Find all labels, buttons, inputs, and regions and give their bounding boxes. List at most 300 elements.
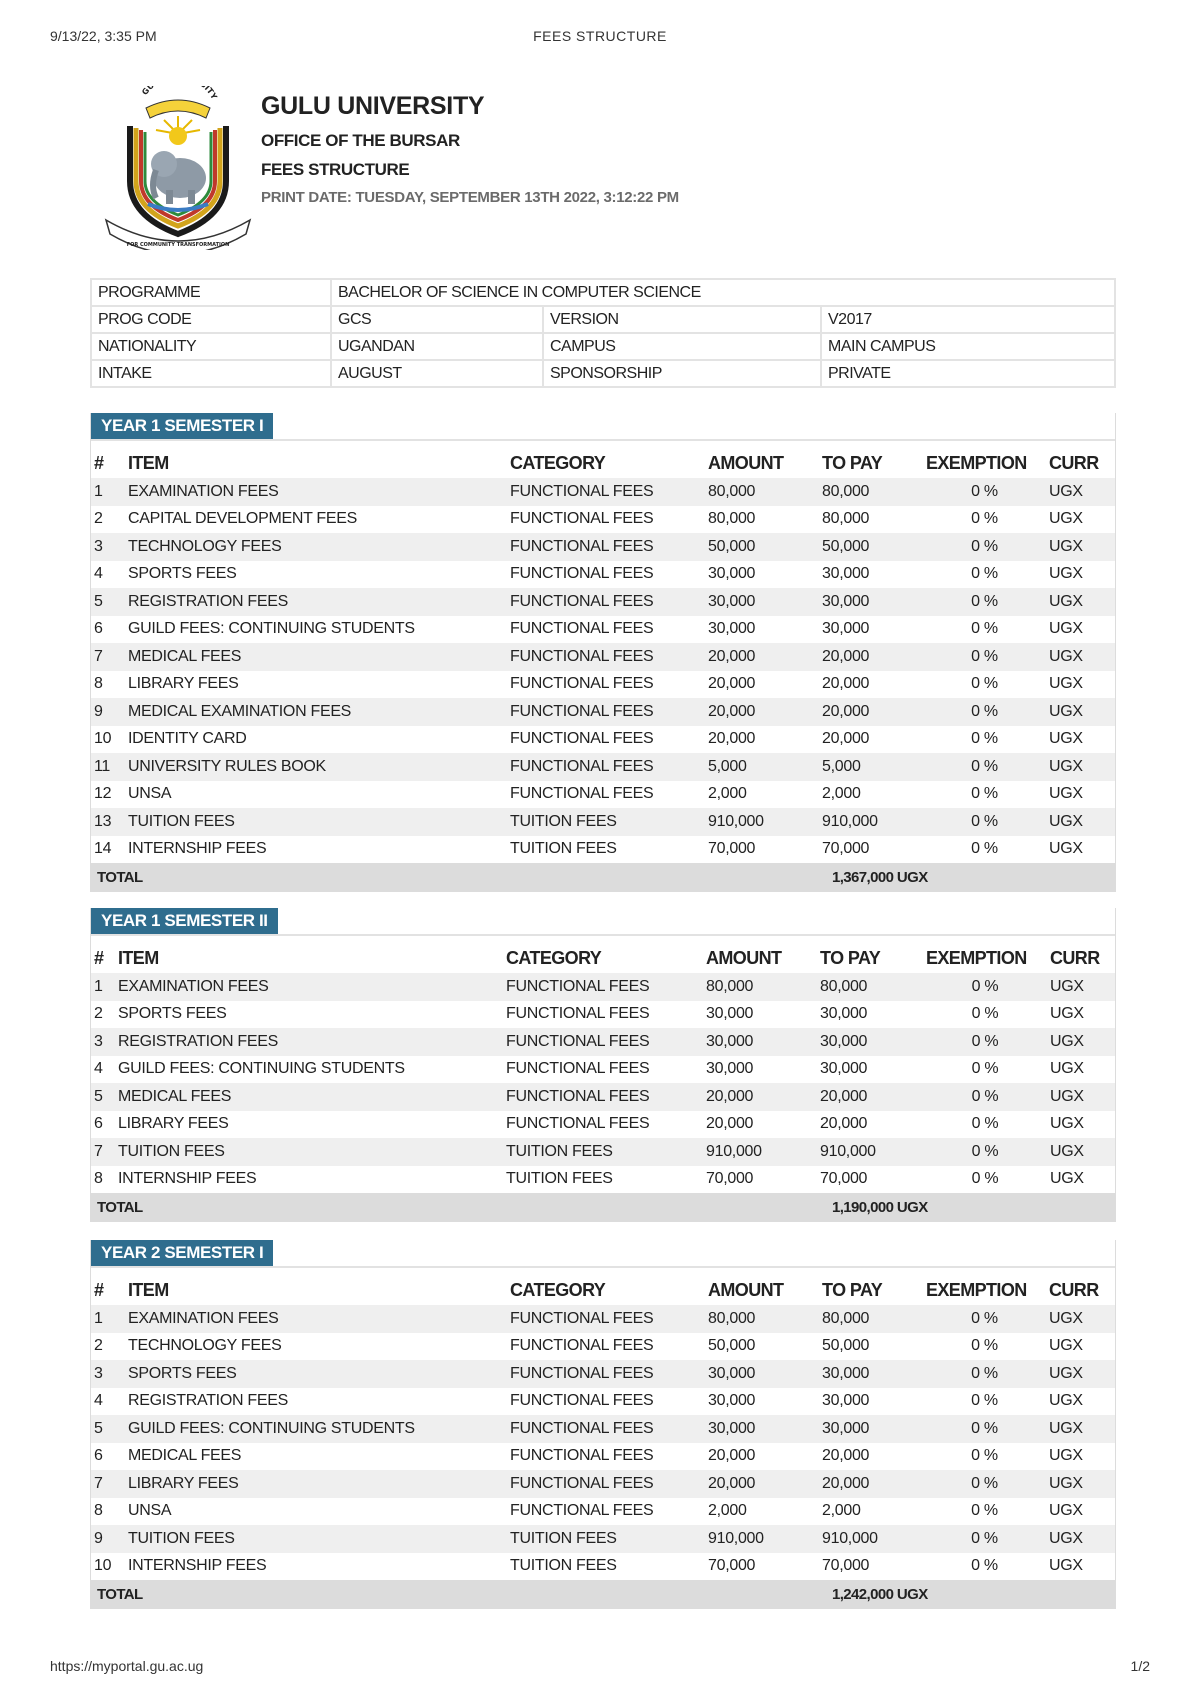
row-num: 9 <box>91 698 125 726</box>
row-exemption: 0 % <box>971 1170 999 1188</box>
prog-code-value: GCS <box>331 306 543 333</box>
row-curr: UGX <box>1049 730 1083 748</box>
row-category: FUNCTIONAL FEES <box>510 1392 654 1410</box>
office-name: OFFICE OF THE BURSAR <box>261 131 460 150</box>
row-category: FUNCTIONAL FEES <box>503 1028 703 1056</box>
row-amount: 30,000 <box>708 1392 756 1410</box>
col-exemption: EXEMPTION <box>926 948 1027 968</box>
row-num: 3 <box>91 533 125 561</box>
row-category: FUNCTIONAL FEES <box>507 588 705 616</box>
row-exemption: 0 % <box>923 1415 1046 1443</box>
row-category: FUNCTIONAL FEES <box>506 1005 650 1023</box>
col-amount: AMOUNT <box>708 453 784 473</box>
row-to-pay: 70,000 <box>820 1170 868 1188</box>
table-row <box>91 808 1115 836</box>
row-exemption: 0 % <box>923 1360 1046 1388</box>
row-category: FUNCTIONAL FEES <box>510 565 654 583</box>
table-row <box>91 1415 1115 1443</box>
col-exemption: EXEMPTION <box>926 1280 1027 1300</box>
nationality-label: NATIONALITY <box>91 333 331 360</box>
row-exemption: 0 % <box>923 1028 1047 1056</box>
col-curr: CURR <box>1049 453 1099 473</box>
row-num: 10 <box>94 1557 112 1575</box>
row-num: 4 <box>94 1060 103 1078</box>
row-amount: 20,000 <box>705 698 819 726</box>
row-to-pay: 20,000 <box>822 675 870 693</box>
row-category: FUNCTIONAL FEES <box>506 1060 650 1078</box>
col-category: CATEGORY <box>510 453 606 473</box>
row-curr: UGX <box>1046 698 1115 726</box>
row-item: TUITION FEES <box>125 808 507 836</box>
row-curr: UGX <box>1049 785 1083 803</box>
row-exemption: 0 % <box>923 753 1046 781</box>
row-category: FUNCTIONAL FEES <box>510 620 654 638</box>
row-to-pay: 20,000 <box>819 698 923 726</box>
programme-info-table <box>90 278 1116 388</box>
row-curr: UGX <box>1047 1083 1115 1111</box>
version-label: VERSION <box>543 306 821 333</box>
row-amount: 30,000 <box>705 588 819 616</box>
row-to-pay: 30,000 <box>822 1392 870 1410</box>
row-exemption: 0 % <box>971 565 998 583</box>
document-heading <box>261 92 679 206</box>
fees-table-header <box>91 449 1115 478</box>
row-num: 2 <box>94 1005 103 1023</box>
table-row <box>91 836 1115 864</box>
row-amount: 910,000 <box>703 1138 817 1166</box>
row-category: FUNCTIONAL FEES <box>510 675 654 693</box>
row-num: 6 <box>94 1447 103 1465</box>
row-exemption: 0 % <box>971 620 998 638</box>
row-amount: 2,000 <box>708 785 747 803</box>
row-to-pay: 20,000 <box>819 643 923 671</box>
row-amount: 20,000 <box>705 643 819 671</box>
row-num: 1 <box>91 1305 125 1333</box>
row-curr: UGX <box>1046 808 1115 836</box>
row-to-pay: 2,000 <box>822 785 861 803</box>
row-exemption: 0 % <box>923 643 1046 671</box>
row-exemption: 0 % <box>971 1115 999 1133</box>
row-item: LIBRARY FEES <box>128 675 239 693</box>
row-amount: 30,000 <box>703 1028 817 1056</box>
row-num: 4 <box>94 1392 103 1410</box>
row-curr: UGX <box>1046 533 1115 561</box>
version-value: V2017 <box>821 306 1115 333</box>
col-category: CATEGORY <box>506 948 602 968</box>
table-row <box>91 973 1115 1001</box>
section-box <box>90 908 1116 1222</box>
row-num: 8 <box>94 675 103 693</box>
row-num: 3 <box>91 1360 125 1388</box>
col-category: CATEGORY <box>510 1280 606 1300</box>
table-row <box>91 726 1115 754</box>
row-amount: 20,000 <box>705 1470 819 1498</box>
row-to-pay: 30,000 <box>817 1028 923 1056</box>
print-timestamp: 9/13/22, 3:35 PM <box>50 28 157 44</box>
row-exemption: 0 % <box>923 1083 1047 1111</box>
row-curr: UGX <box>1049 565 1083 583</box>
logo-top-textpath: GU ITY <box>140 86 219 101</box>
row-to-pay: 30,000 <box>819 1360 923 1388</box>
col-num: # <box>94 948 104 968</box>
row-curr: UGX <box>1046 478 1115 506</box>
row-amount: 70,000 <box>708 1557 756 1575</box>
info-row-programme <box>91 279 1115 306</box>
row-amount: 80,000 <box>703 973 817 1001</box>
row-to-pay: 70,000 <box>822 1557 870 1575</box>
row-amount: 30,000 <box>705 1415 819 1443</box>
page-url: https://myportal.gu.ac.ug <box>50 1658 204 1674</box>
row-amount: 30,000 <box>708 565 756 583</box>
row-amount: 20,000 <box>708 1447 756 1465</box>
row-to-pay: 2,000 <box>822 1502 861 1520</box>
row-category: FUNCTIONAL FEES <box>510 510 654 528</box>
intake-value: AUGUST <box>331 360 543 387</box>
row-num: 3 <box>91 1028 115 1056</box>
row-curr: UGX <box>1046 753 1115 781</box>
row-exemption: 0 % <box>923 1305 1046 1333</box>
row-to-pay: 20,000 <box>820 1115 868 1133</box>
row-to-pay: 30,000 <box>820 1005 868 1023</box>
row-exemption: 0 % <box>923 1470 1046 1498</box>
row-to-pay: 20,000 <box>822 730 870 748</box>
row-item: INTERNSHIP FEES <box>128 840 267 858</box>
table-row <box>91 1138 1115 1166</box>
table-row <box>91 506 1115 534</box>
row-curr: UGX <box>1046 1360 1115 1388</box>
total-value: 1,190,000 UGX <box>832 1199 928 1216</box>
row-category: FUNCTIONAL FEES <box>507 478 705 506</box>
row-amount: 2,000 <box>708 1502 747 1520</box>
row-category: TUITION FEES <box>506 1170 613 1188</box>
row-to-pay: 80,000 <box>822 510 870 528</box>
section-title: YEAR 2 SEMESTER I <box>91 1240 273 1266</box>
row-num: 14 <box>94 840 112 858</box>
row-curr: UGX <box>1046 588 1115 616</box>
row-curr: UGX <box>1049 1557 1083 1575</box>
row-to-pay: 50,000 <box>819 533 923 561</box>
row-num: 8 <box>94 1502 103 1520</box>
row-curr: UGX <box>1049 675 1083 693</box>
row-curr: UGX <box>1046 1470 1115 1498</box>
row-curr: UGX <box>1049 1447 1083 1465</box>
campus-label: CAMPUS <box>543 333 821 360</box>
row-curr: UGX <box>1046 1415 1115 1443</box>
col-curr: CURR <box>1049 1280 1099 1300</box>
fees-table-header <box>91 1276 1115 1305</box>
row-category: TUITION FEES <box>510 840 617 858</box>
row-curr: UGX <box>1046 1305 1115 1333</box>
total-label: TOTAL <box>97 869 143 886</box>
row-exemption: 0 % <box>971 510 998 528</box>
row-item: MEDICAL FEES <box>128 1447 242 1465</box>
row-curr: UGX <box>1046 643 1115 671</box>
fees-table-header <box>91 944 1115 973</box>
section-year1-sem1 <box>90 413 1116 892</box>
row-num: 6 <box>94 1115 103 1133</box>
row-num: 2 <box>94 510 103 528</box>
row-amount: 20,000 <box>708 675 756 693</box>
row-item: MEDICAL FEES <box>125 643 507 671</box>
row-item: MEDICAL EXAMINATION FEES <box>125 698 507 726</box>
row-exemption: 0 % <box>971 730 998 748</box>
info-row-code <box>91 306 1115 333</box>
row-num: 4 <box>94 565 103 583</box>
row-curr: UGX <box>1047 1138 1115 1166</box>
print-page-title: FEES STRUCTURE <box>533 28 667 44</box>
row-exemption: 0 % <box>923 588 1046 616</box>
row-amount: 50,000 <box>708 1337 756 1355</box>
row-to-pay: 80,000 <box>819 478 923 506</box>
col-to-pay: TO PAY <box>820 948 881 968</box>
col-num: # <box>94 453 104 473</box>
table-row <box>91 1111 1115 1139</box>
prog-code-label: PROG CODE <box>91 306 331 333</box>
info-row-intake <box>91 360 1115 387</box>
row-num: 7 <box>91 643 125 671</box>
row-exemption: 0 % <box>971 785 998 803</box>
row-item: IDENTITY CARD <box>128 730 247 748</box>
document-title: FEES STRUCTURE <box>261 160 410 179</box>
print-date: PRINT DATE: TUESDAY, SEPTEMBER 13TH 2022, 3:12:22 PM <box>261 189 679 206</box>
row-to-pay: 50,000 <box>822 1337 870 1355</box>
row-to-pay: 910,000 <box>819 1525 923 1553</box>
row-amount: 20,000 <box>708 730 756 748</box>
table-row <box>91 1166 1115 1194</box>
row-item: LIBRARY FEES <box>125 1470 507 1498</box>
row-amount: 70,000 <box>706 1170 754 1188</box>
gulu-university-logo <box>100 86 256 250</box>
row-curr: UGX <box>1049 1502 1083 1520</box>
col-to-pay: TO PAY <box>822 453 883 473</box>
table-row <box>91 781 1115 809</box>
row-to-pay: 910,000 <box>817 1138 923 1166</box>
section-title: YEAR 1 SEMESTER I <box>91 413 273 439</box>
row-exemption: 0 % <box>971 1005 999 1023</box>
row-amount: 30,000 <box>708 620 756 638</box>
total-value: 1,242,000 UGX <box>832 1586 928 1603</box>
row-category: TUITION FEES <box>510 1557 617 1575</box>
row-item: EXAMINATION FEES <box>115 973 503 1001</box>
row-curr: UGX <box>1050 1115 1084 1133</box>
row-exemption: 0 % <box>971 1502 998 1520</box>
table-row <box>91 1525 1115 1553</box>
fees-table <box>91 1276 1115 1580</box>
row-num: 9 <box>91 1525 125 1553</box>
row-num: 10 <box>94 730 112 748</box>
row-exemption: 0 % <box>971 840 998 858</box>
row-amount: 50,000 <box>705 533 819 561</box>
row-num: 1 <box>91 478 125 506</box>
row-curr: UGX <box>1046 1525 1115 1553</box>
col-item: ITEM <box>128 453 169 473</box>
row-category: FUNCTIONAL FEES <box>507 1360 705 1388</box>
row-category: FUNCTIONAL FEES <box>507 1470 705 1498</box>
row-item: CAPITAL DEVELOPMENT FEES <box>128 510 358 528</box>
row-exemption: 0 % <box>923 1525 1046 1553</box>
row-to-pay: 20,000 <box>819 1470 923 1498</box>
row-category: FUNCTIONAL FEES <box>507 698 705 726</box>
university-name: GULU UNIVERSITY <box>261 92 485 120</box>
col-num: # <box>94 1280 104 1300</box>
page-number: 1/2 <box>1130 1658 1150 1674</box>
row-exemption: 0 % <box>971 1060 999 1078</box>
col-item: ITEM <box>128 1280 169 1300</box>
row-num: 6 <box>94 620 103 638</box>
row-item: TECHNOLOGY FEES <box>128 1337 282 1355</box>
row-exemption: 0 % <box>971 675 998 693</box>
row-curr: UGX <box>1049 1337 1083 1355</box>
row-curr: UGX <box>1050 1060 1084 1078</box>
row-to-pay: 20,000 <box>817 1083 923 1111</box>
row-item: TUITION FEES <box>115 1138 503 1166</box>
row-amount: 80,000 <box>705 478 819 506</box>
table-row <box>91 1443 1115 1471</box>
row-to-pay: 30,000 <box>822 565 870 583</box>
section-box <box>90 413 1116 892</box>
row-item: REGISTRATION FEES <box>115 1028 503 1056</box>
row-exemption: 0 % <box>971 1557 998 1575</box>
row-category: FUNCTIONAL FEES <box>506 1115 650 1133</box>
row-num: 11 <box>91 753 125 781</box>
row-exemption: 0 % <box>923 478 1046 506</box>
table-row <box>91 1333 1115 1361</box>
row-item: INTERNSHIP FEES <box>118 1170 257 1188</box>
print-footer <box>50 1658 1150 1678</box>
row-exemption: 0 % <box>923 698 1046 726</box>
row-item: LIBRARY FEES <box>118 1115 229 1133</box>
row-category: FUNCTIONAL FEES <box>510 785 654 803</box>
row-item: SPORTS FEES <box>128 565 237 583</box>
row-category: FUNCTIONAL FEES <box>507 1305 705 1333</box>
row-item: GUILD FEES: CONTINUING STUDENTS <box>128 620 415 638</box>
row-exemption: 0 % <box>923 808 1046 836</box>
row-num: 7 <box>91 1138 115 1166</box>
row-category: FUNCTIONAL FEES <box>510 730 654 748</box>
table-row <box>91 643 1115 671</box>
intake-label: INTAKE <box>91 360 331 387</box>
row-amount: 30,000 <box>706 1060 754 1078</box>
table-row <box>91 533 1115 561</box>
row-category: FUNCTIONAL FEES <box>507 1415 705 1443</box>
row-category: FUNCTIONAL FEES <box>510 1337 654 1355</box>
row-exemption: 0 % <box>971 1447 998 1465</box>
sponsorship-label: SPONSORSHIP <box>543 360 821 387</box>
table-row <box>91 588 1115 616</box>
total-row <box>91 863 1115 891</box>
nationality-value: UGANDAN <box>331 333 543 360</box>
row-num: 5 <box>91 1415 125 1443</box>
row-item: INTERNSHIP FEES <box>128 1557 267 1575</box>
row-amount: 20,000 <box>706 1115 754 1133</box>
row-to-pay: 30,000 <box>819 1415 923 1443</box>
table-row <box>91 616 1115 644</box>
row-item: SPORTS FEES <box>125 1360 507 1388</box>
row-num: 1 <box>91 973 115 1001</box>
row-to-pay: 80,000 <box>819 1305 923 1333</box>
row-curr: UGX <box>1049 620 1083 638</box>
fees-table <box>91 449 1115 863</box>
table-row <box>91 1305 1115 1333</box>
total-label: TOTAL <box>97 1199 143 1216</box>
total-label: TOTAL <box>97 1586 143 1603</box>
col-curr: CURR <box>1050 948 1100 968</box>
row-amount: 80,000 <box>708 510 756 528</box>
table-row <box>91 698 1115 726</box>
row-category: TUITION FEES <box>503 1138 703 1166</box>
campus-value: MAIN CAMPUS <box>821 333 1115 360</box>
total-value: 1,367,000 UGX <box>832 869 928 886</box>
row-item: UNSA <box>128 785 172 803</box>
row-category: FUNCTIONAL FEES <box>503 1083 703 1111</box>
row-curr: UGX <box>1047 1028 1115 1056</box>
row-curr: UGX <box>1050 1005 1084 1023</box>
row-to-pay: 30,000 <box>819 588 923 616</box>
col-item: ITEM <box>118 948 159 968</box>
table-row <box>91 478 1115 506</box>
row-item: UNSA <box>128 1502 172 1520</box>
sponsorship-value: PRIVATE <box>821 360 1115 387</box>
row-num: 12 <box>94 785 112 803</box>
total-row <box>91 1580 1115 1608</box>
table-row <box>91 1470 1115 1498</box>
row-item: TECHNOLOGY FEES <box>125 533 507 561</box>
row-exemption: 0 % <box>923 533 1046 561</box>
row-category: TUITION FEES <box>507 808 705 836</box>
row-curr: UGX <box>1049 510 1083 528</box>
col-to-pay: TO PAY <box>822 1280 883 1300</box>
row-to-pay: 30,000 <box>822 620 870 638</box>
row-category: FUNCTIONAL FEES <box>503 973 703 1001</box>
row-amount: 5,000 <box>705 753 819 781</box>
logo-top-text <box>140 86 219 101</box>
row-category: FUNCTIONAL FEES <box>507 533 705 561</box>
table-row <box>91 753 1115 781</box>
table-row <box>91 1388 1115 1416</box>
row-item: MEDICAL FEES <box>115 1083 503 1111</box>
print-header <box>50 28 1150 48</box>
row-amount: 910,000 <box>705 808 819 836</box>
info-row-nationality <box>91 333 1115 360</box>
row-item: SPORTS FEES <box>118 1005 227 1023</box>
row-curr: UGX <box>1049 840 1083 858</box>
row-num: 5 <box>91 588 125 616</box>
row-num: 13 <box>91 808 125 836</box>
row-curr: UGX <box>1049 1392 1083 1410</box>
table-row <box>91 1056 1115 1084</box>
row-curr: UGX <box>1047 973 1115 1001</box>
col-amount: AMOUNT <box>706 948 782 968</box>
row-item: REGISTRATION FEES <box>128 1392 288 1410</box>
table-row <box>91 671 1115 699</box>
row-to-pay: 80,000 <box>817 973 923 1001</box>
row-item: GUILD FEES: CONTINUING STUDENTS <box>125 1415 507 1443</box>
table-row <box>91 1553 1115 1581</box>
table-row <box>91 1083 1115 1111</box>
row-amount: 80,000 <box>705 1305 819 1333</box>
row-exemption: 0 % <box>923 1138 1047 1166</box>
row-num: 2 <box>94 1337 103 1355</box>
row-amount: 20,000 <box>703 1083 817 1111</box>
row-category: FUNCTIONAL FEES <box>510 1447 654 1465</box>
row-category: FUNCTIONAL FEES <box>510 1502 654 1520</box>
programme-label: PROGRAMME <box>91 279 331 306</box>
col-exemption: EXEMPTION <box>926 453 1027 473</box>
row-to-pay: 20,000 <box>822 1447 870 1465</box>
row-item: TUITION FEES <box>125 1525 507 1553</box>
row-num: 7 <box>91 1470 125 1498</box>
programme-value: BACHELOR OF SCIENCE IN COMPUTER SCIENCE <box>331 279 1115 306</box>
